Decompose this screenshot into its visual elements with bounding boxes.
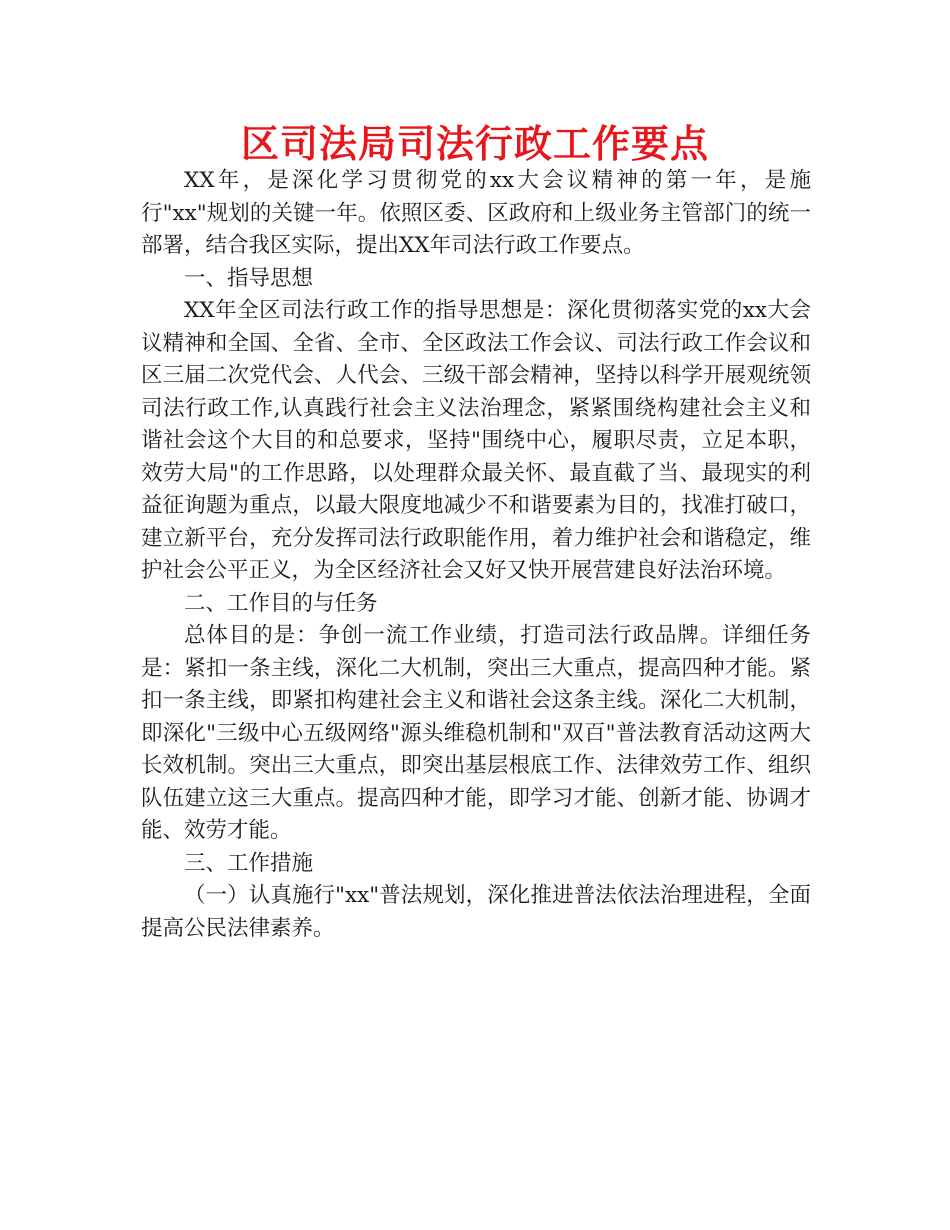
goals-tasks-paragraph: 总体目的是：争创一流工作业绩，打造司法行政品牌。详细任务是：紧扣一条主线，深化二大机制，突出三大重点，提高四种才能。紧扣一条主线，即紧扣构建社会主义和谐社会这条主线。深化二大机制，即深化"三级中心五级网络"源头维稳机制和"双百"普法教育活动这两大长效机制。突出三大重点，即突出基层根底工作、法律效劳工作、组织队伍建立这三大重点。提高四种才能，即学习才能、创新才能、协调才能、效劳才能。 — [141, 623, 811, 843]
intro-paragraph: XX年，是深化学习贯彻党的xx大会议精神的第一年，是施行"xx"规划的关键一年。依照区委、区政府和上级业务主管部门的统一部署，结合我区实际，提出XX年司法行政工作要点。 — [141, 168, 811, 258]
document-body — [141, 165, 811, 945]
guiding-thought-paragraph: XX年全区司法行政工作的指导思想是：深化贯彻落实党的xx大会议精神和全国、全省、全市、全区政法工作会议、司法行政工作会议和区三届二次党代会、人代会、三级干部会精神，坚持以科学开展观统领司法行政工作,认真践行社会主义法治理念，紧紧围绕构建社会主义和谐社会这个大目的和总要求，坚持"围绕中心，履职尽责，立足本职，效劳大局"的工作思路，以处理群众最关怀、最直截了当、最现实的利益征询题为重点，以最大限度地减少不和谐要素为目的，找准打破口，建立新平台，充分发挥司法行政职能作用，着力维护社会和谐稳定，维护社会公平正义，为全区经济社会又好又快开展营建良好法治环境。 — [141, 298, 811, 583]
section-heading-measures: 三、工作措施 — [184, 850, 314, 876]
section-heading-goals-tasks: 二、工作目的与任务 — [184, 590, 378, 616]
measures-item-1-paragraph: （一）认真施行"xx"普法规划，深化推进普法依法治理进程，全面提高公民法律素养。 — [141, 883, 811, 941]
section-heading-guiding-thought: 一、指导思想 — [184, 265, 314, 291]
document-title: 区司法局司法行政工作要点 — [240, 122, 709, 166]
